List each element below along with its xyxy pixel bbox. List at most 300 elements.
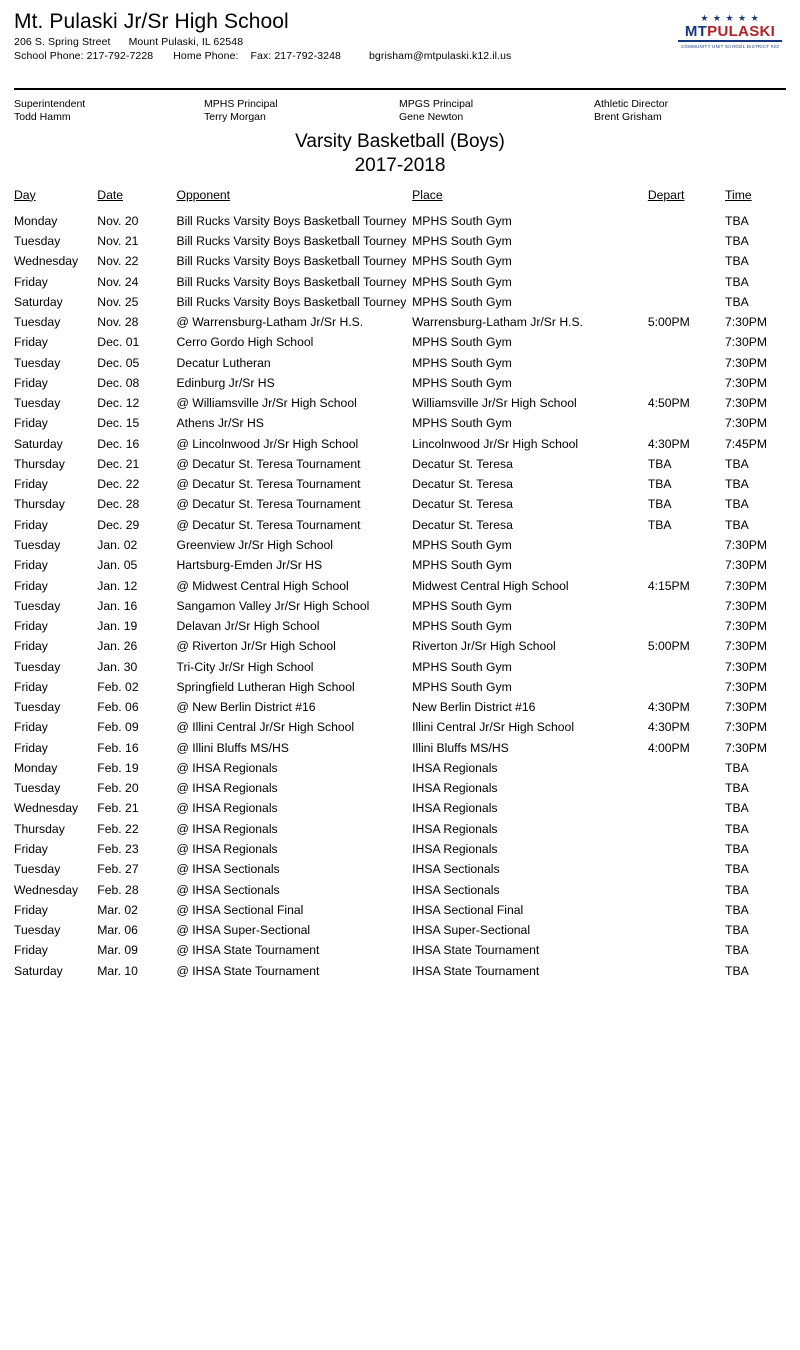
cell-date: Feb. 19 xyxy=(97,760,139,775)
table-row xyxy=(14,636,786,656)
table-row xyxy=(14,231,786,251)
cell-day: Friday xyxy=(14,335,48,350)
cell-day: Wednesday xyxy=(14,882,79,897)
cell-time: 7:45PM xyxy=(725,436,768,451)
cell-place: New Berlin District #16 xyxy=(412,700,536,715)
cell-opponent: @ Midwest Central High School xyxy=(176,578,349,593)
table-row xyxy=(14,961,786,981)
cell-date: Nov. 22 xyxy=(97,254,139,269)
table-row xyxy=(14,494,786,514)
cell-date: Feb. 02 xyxy=(97,679,139,694)
cell-date: Dec. 21 xyxy=(97,456,140,471)
cell-opponent: @ Decatur St. Teresa Tournament xyxy=(176,517,361,532)
stars-icon: ★ ★ ★ ★ ★ xyxy=(700,13,760,23)
cell-opponent: @ Illini Bluffs MS/HS xyxy=(176,740,289,755)
cell-time: 7:30PM xyxy=(725,355,768,370)
cell-place: MPHS South Gym xyxy=(412,355,512,370)
table-header-row xyxy=(14,188,786,211)
table-row xyxy=(14,272,786,292)
cell-date: Jan. 16 xyxy=(97,598,138,613)
table-row xyxy=(14,940,786,960)
cell-opponent: @ Williamsville Jr/Sr High School xyxy=(176,396,357,411)
cell-time: TBA xyxy=(725,841,749,856)
table-row xyxy=(14,657,786,677)
cell-day: Friday xyxy=(14,375,48,390)
cell-date: Feb. 27 xyxy=(97,862,139,877)
cell-date: Mar. 02 xyxy=(97,902,138,917)
cell-day: Saturday xyxy=(14,963,63,978)
table-row xyxy=(14,413,786,433)
cell-opponent: @ IHSA Regionals xyxy=(176,801,278,816)
table-row xyxy=(14,758,786,778)
cell-day: Friday xyxy=(14,841,48,856)
cell-depart xyxy=(648,413,725,433)
cell-opponent: @ IHSA Regionals xyxy=(176,841,278,856)
school-name: Mt. Pulaski Jr/Sr High School xyxy=(14,10,289,33)
cell-day: Tuesday xyxy=(14,315,61,330)
logo-wordmark xyxy=(678,24,782,39)
cell-depart: 4:00PM xyxy=(647,740,690,755)
cell-opponent: Athens Jr/Sr HS xyxy=(176,416,264,431)
cell-time: TBA xyxy=(725,760,749,775)
cell-day: Saturday xyxy=(14,436,63,451)
cell-date: Feb. 23 xyxy=(97,841,139,856)
cell-date: Nov. 28 xyxy=(97,315,139,330)
email-address: bgrisham@mtpulaski.k12.il.us xyxy=(368,50,512,62)
cell-opponent: @ Lincolnwood Jr/Sr High School xyxy=(176,436,359,451)
school-address xyxy=(14,36,786,48)
cell-time: TBA xyxy=(725,902,749,917)
cell-date: Jan. 19 xyxy=(97,619,138,634)
cell-place: IHSA Regionals xyxy=(412,841,498,856)
table-row xyxy=(14,555,786,575)
cell-opponent: Springfield Lutheran High School xyxy=(176,679,355,694)
cell-time: TBA xyxy=(725,294,749,309)
cell-opponent: @ Decatur St. Teresa Tournament xyxy=(176,456,361,471)
admin-name: Gene Newton xyxy=(399,111,464,124)
cell-depart xyxy=(648,961,725,981)
cell-time: 7:30PM xyxy=(725,558,768,573)
cell-opponent: Bill Rucks Varsity Boys Basketball Tourney xyxy=(176,274,407,289)
cell-place: MPHS South Gym xyxy=(412,274,512,289)
cell-place: MPHS South Gym xyxy=(412,254,512,269)
cell-date: Mar. 09 xyxy=(97,943,138,958)
cell-depart: TBA xyxy=(647,456,672,471)
cell-depart xyxy=(648,332,725,352)
cell-day: Tuesday xyxy=(14,923,61,938)
cell-day: Friday xyxy=(14,720,48,735)
cell-opponent: Tri-City Jr/Sr High School xyxy=(176,659,314,674)
table-row xyxy=(14,332,786,352)
cell-time: 7:30PM xyxy=(725,335,768,350)
cell-opponent: @ Illini Central Jr/Sr High School xyxy=(176,720,355,735)
document-header xyxy=(14,10,786,82)
cell-depart xyxy=(648,596,725,616)
cell-time: TBA xyxy=(725,497,749,512)
admin-name: Brent Grisham xyxy=(594,111,662,124)
cell-date: Mar. 10 xyxy=(97,963,138,978)
cell-place: MPHS South Gym xyxy=(412,598,512,613)
cell-day: Tuesday xyxy=(14,781,61,796)
school-logo xyxy=(678,14,782,49)
cell-date: Nov. 20 xyxy=(97,213,139,228)
cell-date: Jan. 05 xyxy=(97,558,138,573)
table-row xyxy=(14,900,786,920)
cell-opponent: Bill Rucks Varsity Boys Basketball Tourney xyxy=(176,234,407,249)
cell-time: TBA xyxy=(725,963,749,978)
cell-place: Williamsville Jr/Sr High School xyxy=(412,396,577,411)
cell-time: TBA xyxy=(725,456,749,471)
cell-day: Friday xyxy=(14,416,48,431)
cell-depart: 4:15PM xyxy=(647,578,690,593)
cell-day: Friday xyxy=(14,639,48,654)
cell-date: Dec. 29 xyxy=(97,517,140,532)
table-row xyxy=(14,292,786,312)
admin-title: MPHS Principal xyxy=(204,98,278,110)
cell-opponent: Bill Rucks Varsity Boys Basketball Tourney xyxy=(176,294,407,309)
column-header-opponent: Opponent xyxy=(176,187,231,202)
cell-place: MPHS South Gym xyxy=(412,234,512,249)
cell-day: Friday xyxy=(14,902,48,917)
title-block xyxy=(14,130,786,178)
cell-date: Jan. 12 xyxy=(97,578,138,593)
cell-opponent: @ IHSA State Tournament xyxy=(176,943,320,958)
cell-depart xyxy=(648,940,725,960)
cell-day: Monday xyxy=(14,213,58,228)
cell-depart: TBA xyxy=(647,517,672,532)
admin-title: Superintendent xyxy=(14,98,86,110)
cell-day: Monday xyxy=(14,760,58,775)
cell-place: IHSA State Tournament xyxy=(412,963,540,978)
cell-place: Warrensburg-Latham Jr/Sr H.S. xyxy=(412,315,584,330)
cell-depart: TBA xyxy=(647,477,672,492)
cell-opponent: Cerro Gordo High School xyxy=(176,335,314,350)
cell-date: Feb. 16 xyxy=(97,740,139,755)
cell-day: Wednesday xyxy=(14,254,79,269)
cell-depart xyxy=(648,231,725,251)
cell-date: Dec. 28 xyxy=(97,497,140,512)
table-row xyxy=(14,778,786,798)
cell-opponent: @ IHSA Regionals xyxy=(176,781,278,796)
cell-day: Thursday xyxy=(14,497,65,512)
cell-depart xyxy=(648,677,725,697)
cell-depart: TBA xyxy=(647,497,672,512)
table-row xyxy=(14,738,786,758)
admin-mphs-principal xyxy=(204,98,399,124)
school-phone: School Phone: 217-792-7228 xyxy=(14,50,154,62)
cell-day: Friday xyxy=(14,517,48,532)
cell-date: Nov. 25 xyxy=(97,294,139,309)
cell-date: Jan. 02 xyxy=(97,538,138,552)
cell-time: TBA xyxy=(725,801,749,816)
admin-athletic-director xyxy=(594,98,774,124)
cell-depart: 4:30PM xyxy=(647,436,690,451)
cell-date: Dec. 16 xyxy=(97,436,140,451)
cell-date: Jan. 26 xyxy=(97,639,138,654)
cell-depart xyxy=(648,758,725,778)
cell-opponent: @ IHSA Super-Sectional xyxy=(176,923,311,938)
cell-time: TBA xyxy=(725,274,749,289)
cell-time: 7:30PM xyxy=(725,315,768,330)
cell-day: Tuesday xyxy=(14,659,61,674)
cell-depart xyxy=(648,535,725,555)
cell-day: Tuesday xyxy=(14,700,61,715)
cell-place: IHSA State Tournament xyxy=(412,943,540,958)
cell-depart xyxy=(648,859,725,879)
table-row xyxy=(14,859,786,879)
table-row xyxy=(14,251,786,271)
cell-date: Nov. 24 xyxy=(97,274,139,289)
cell-depart xyxy=(648,353,725,373)
cell-opponent: @ Warrensburg-Latham Jr/Sr H.S. xyxy=(176,315,364,330)
logo-name-prefix: MT xyxy=(684,23,708,40)
cell-opponent: @ Riverton Jr/Sr High School xyxy=(176,639,336,654)
cell-place: Midwest Central High School xyxy=(412,578,569,593)
cell-day: Friday xyxy=(14,274,48,289)
cell-place: Riverton Jr/Sr High School xyxy=(412,639,556,654)
logo-tagline: COMMUNITY UNIT SCHOOL DISTRICT #23 xyxy=(680,44,780,49)
cell-place: IHSA Sectionals xyxy=(412,882,500,897)
cell-opponent: @ IHSA Regionals xyxy=(176,760,278,775)
logo-rule xyxy=(678,40,782,42)
administration-row xyxy=(14,98,786,124)
cell-opponent: @ IHSA Sectional Final xyxy=(176,902,304,917)
city-state-zip: Mount Pulaski, IL 62548 xyxy=(128,36,244,48)
cell-place: MPHS South Gym xyxy=(412,679,512,694)
table-row xyxy=(14,353,786,373)
cell-depart xyxy=(648,616,725,636)
cell-day: Tuesday xyxy=(14,396,61,411)
cell-place: Decatur St. Teresa xyxy=(412,456,513,471)
cell-place: Illini Central Jr/Sr High School xyxy=(412,720,575,735)
cell-opponent: Bill Rucks Varsity Boys Basketball Tourney xyxy=(176,213,407,228)
table-row xyxy=(14,717,786,737)
cell-depart xyxy=(648,920,725,940)
table-row xyxy=(14,454,786,474)
home-phone: Home Phone: xyxy=(173,50,239,62)
cell-opponent: @ IHSA Sectionals xyxy=(176,882,280,897)
cell-date: Mar. 06 xyxy=(97,923,138,938)
schedule-table xyxy=(14,188,786,981)
admin-name: Terry Morgan xyxy=(204,111,266,124)
cell-depart xyxy=(648,880,725,900)
cell-depart xyxy=(648,555,725,575)
cell-depart xyxy=(648,900,725,920)
table-row xyxy=(14,393,786,413)
cell-time: TBA xyxy=(725,477,749,492)
cell-place: MPHS South Gym xyxy=(412,659,512,674)
cell-depart xyxy=(648,839,725,859)
table-row xyxy=(14,596,786,616)
logo-name-suffix: PULASKI xyxy=(707,23,776,40)
table-row xyxy=(14,920,786,940)
admin-title: MPGS Principal xyxy=(399,98,474,110)
cell-time: TBA xyxy=(725,923,749,938)
header-divider xyxy=(14,88,786,90)
table-row xyxy=(14,677,786,697)
cell-time: TBA xyxy=(725,517,749,532)
cell-place: IHSA Regionals xyxy=(412,781,498,796)
cell-time: 7:30PM xyxy=(725,598,768,613)
schedule-table-body xyxy=(14,211,786,981)
cell-depart xyxy=(648,819,725,839)
cell-opponent: Sangamon Valley Jr/Sr High School xyxy=(176,598,370,613)
table-row xyxy=(14,798,786,818)
cell-date: Dec. 08 xyxy=(97,375,140,390)
cell-place: MPHS South Gym xyxy=(412,538,512,552)
page-title: Varsity Basketball (Boys) xyxy=(295,131,505,153)
fax-number: Fax: 217-792-3248 xyxy=(250,50,341,62)
cell-day: Friday xyxy=(14,943,48,958)
cell-time: TBA xyxy=(725,781,749,796)
school-contact xyxy=(14,50,786,62)
cell-opponent: Delavan Jr/Sr High School xyxy=(176,619,320,634)
cell-depart xyxy=(648,251,725,271)
cell-date: Feb. 09 xyxy=(97,720,139,735)
cell-depart: 5:00PM xyxy=(647,639,690,654)
cell-day: Friday xyxy=(14,740,48,755)
admin-mpgs-principal xyxy=(399,98,594,124)
cell-date: Dec. 12 xyxy=(97,396,140,411)
table-row xyxy=(14,211,786,231)
cell-time: 7:30PM xyxy=(725,416,768,431)
cell-place: Decatur St. Teresa xyxy=(412,497,513,512)
cell-place: IHSA Sectional Final xyxy=(412,902,524,917)
table-row xyxy=(14,616,786,636)
cell-depart xyxy=(648,798,725,818)
cell-place: IHSA Super-Sectional xyxy=(412,923,531,938)
cell-date: Jan. 30 xyxy=(97,659,138,674)
cell-opponent: @ Decatur St. Teresa Tournament xyxy=(176,497,361,512)
cell-depart xyxy=(648,373,725,393)
cell-time: 7:30PM xyxy=(725,538,768,552)
cell-date: Feb. 20 xyxy=(97,781,139,796)
table-row xyxy=(14,819,786,839)
table-row xyxy=(14,312,786,332)
cell-day: Tuesday xyxy=(14,862,61,877)
cell-depart: 4:30PM xyxy=(647,720,690,735)
admin-superintendent xyxy=(14,98,204,124)
cell-time: 7:30PM xyxy=(725,740,768,755)
column-header-depart: Depart xyxy=(647,187,685,202)
cell-opponent: Hartsburg-Emden Jr/Sr HS xyxy=(176,558,323,573)
table-row xyxy=(14,697,786,717)
cell-depart: 4:30PM xyxy=(647,700,690,715)
cell-depart xyxy=(648,272,725,292)
cell-date: Feb. 28 xyxy=(97,882,139,897)
cell-time: TBA xyxy=(725,882,749,897)
cell-day: Friday xyxy=(14,578,48,593)
cell-place: MPHS South Gym xyxy=(412,416,512,431)
cell-place: IHSA Regionals xyxy=(412,801,498,816)
column-header-place: Place xyxy=(412,187,443,202)
cell-date: Feb. 21 xyxy=(97,801,139,816)
table-row xyxy=(14,373,786,393)
cell-day: Tuesday xyxy=(14,538,61,552)
cell-time: 7:30PM xyxy=(725,619,768,634)
cell-time: TBA xyxy=(725,821,749,836)
cell-opponent: @ IHSA State Tournament xyxy=(176,963,320,978)
admin-title: Athletic Director xyxy=(594,98,669,110)
cell-opponent: @ Decatur St. Teresa Tournament xyxy=(176,477,361,492)
table-row xyxy=(14,576,786,596)
cell-depart: 4:50PM xyxy=(647,396,690,411)
cell-time: 7:30PM xyxy=(725,375,768,390)
cell-day: Friday xyxy=(14,477,48,492)
cell-place: MPHS South Gym xyxy=(412,213,512,228)
table-row xyxy=(14,515,786,535)
cell-place: MPHS South Gym xyxy=(412,294,512,309)
cell-place: MPHS South Gym xyxy=(412,335,512,350)
season-subtitle: 2017-2018 xyxy=(354,155,446,176)
cell-date: Feb. 06 xyxy=(97,700,139,715)
cell-time: 7:30PM xyxy=(725,659,768,674)
cell-day: Thursday xyxy=(14,456,65,471)
cell-place: MPHS South Gym xyxy=(412,375,512,390)
cell-time: TBA xyxy=(725,254,749,269)
cell-day: Tuesday xyxy=(14,598,61,613)
cell-opponent: Bill Rucks Varsity Boys Basketball Tourney xyxy=(176,254,407,269)
cell-day: Wednesday xyxy=(14,801,79,816)
cell-time: TBA xyxy=(725,862,749,877)
cell-place: IHSA Regionals xyxy=(412,821,498,836)
cell-opponent: Decatur Lutheran xyxy=(176,355,271,370)
column-header-day: Day xyxy=(14,187,36,202)
table-row xyxy=(14,839,786,859)
cell-time: 7:30PM xyxy=(725,396,768,411)
table-row xyxy=(14,535,786,555)
admin-name: Todd Hamm xyxy=(14,111,71,124)
cell-depart xyxy=(648,211,725,231)
table-row xyxy=(14,880,786,900)
cell-depart: 5:00PM xyxy=(647,315,690,330)
cell-place: MPHS South Gym xyxy=(412,619,512,634)
cell-place: IHSA Regionals xyxy=(412,760,498,775)
cell-opponent: Greenview Jr/Sr High School xyxy=(176,538,333,552)
cell-place: Illini Bluffs MS/HS xyxy=(412,740,509,755)
cell-time: 7:30PM xyxy=(725,639,768,654)
cell-opponent: @ New Berlin District #16 xyxy=(176,700,316,715)
cell-day: Saturday xyxy=(14,294,63,309)
cell-place: IHSA Sectionals xyxy=(412,862,500,877)
cell-date: Dec. 15 xyxy=(97,416,140,431)
cell-opponent: @ IHSA Sectionals xyxy=(176,862,280,877)
cell-place: Decatur St. Teresa xyxy=(412,517,513,532)
cell-opponent: @ IHSA Regionals xyxy=(176,821,278,836)
table-row xyxy=(14,474,786,494)
table-row xyxy=(14,434,786,454)
cell-day: Friday xyxy=(14,679,48,694)
cell-time: 7:30PM xyxy=(725,720,768,735)
cell-time: TBA xyxy=(725,234,749,249)
cell-day: Friday xyxy=(14,558,48,573)
cell-time: TBA xyxy=(725,943,749,958)
street-address: 206 S. Spring Street xyxy=(14,36,111,48)
cell-time: 7:30PM xyxy=(725,578,768,593)
cell-date: Dec. 05 xyxy=(97,355,140,370)
cell-date: Feb. 22 xyxy=(97,821,139,836)
cell-depart xyxy=(648,292,725,312)
cell-place: Decatur St. Teresa xyxy=(412,477,513,492)
cell-time: TBA xyxy=(725,213,749,228)
cell-day: Tuesday xyxy=(14,355,61,370)
cell-date: Dec. 22 xyxy=(97,477,140,492)
column-header-date: Date xyxy=(97,187,124,202)
cell-place: Lincolnwood Jr/Sr High School xyxy=(412,436,579,451)
cell-depart xyxy=(648,778,725,798)
cell-day: Friday xyxy=(14,619,48,634)
cell-opponent: Edinburg Jr/Sr HS xyxy=(176,375,275,390)
